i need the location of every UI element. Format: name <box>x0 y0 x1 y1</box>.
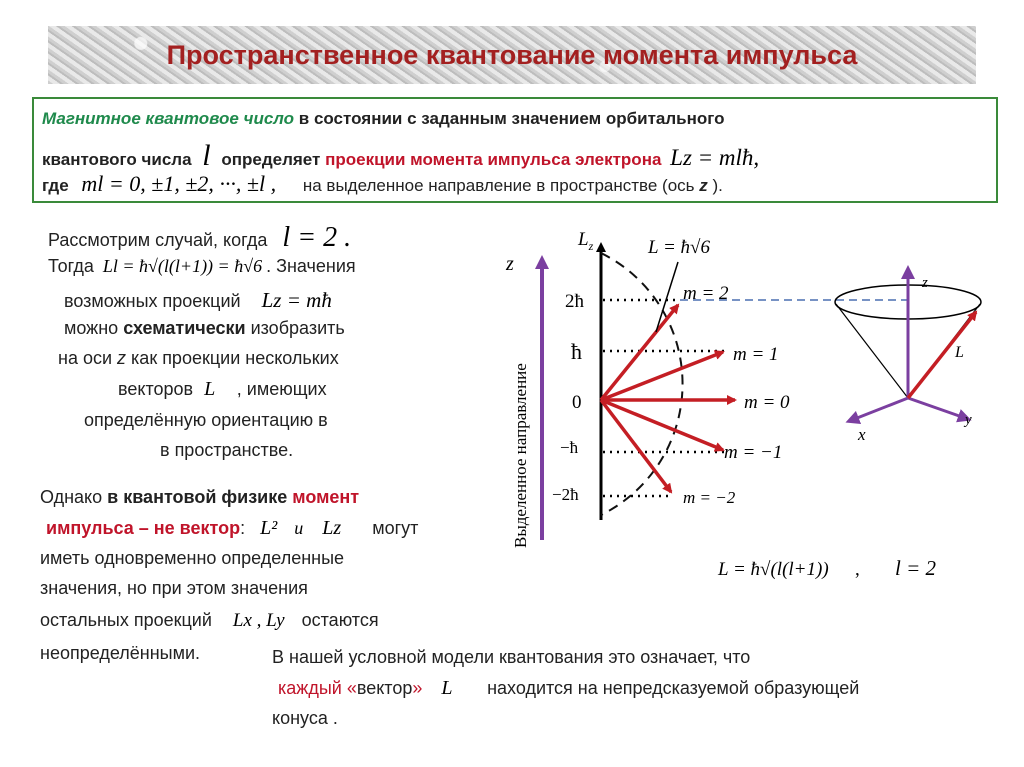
left-line-7: определённую ориентацию в <box>84 410 328 430</box>
lz-formula: Lz = mlħ, <box>670 145 760 170</box>
cone-L-vector <box>908 312 976 398</box>
projection-lines <box>603 300 728 496</box>
vector-L-symbol-2: L⃗ <box>441 677 469 699</box>
Lx-Ly-symbols: Lx , Ly <box>232 610 285 631</box>
left-line-6-b: , имеющих <box>236 379 327 399</box>
cone-y-label: y <box>965 412 972 428</box>
m-minus1-label: m = −1 <box>724 442 783 463</box>
intro-line-3-b: на выделенное направление в пространстве (ось <box>302 176 700 195</box>
tick-minus-2h: −2ħ <box>552 485 579 504</box>
magnetic-number-term: Магнитное квантовое число <box>42 109 295 128</box>
bottom-line-3: конуса . <box>272 708 338 728</box>
left-line-2-b: . Значения <box>266 256 356 276</box>
cone-x-axis <box>852 398 908 420</box>
bottom-comma: , <box>855 559 860 580</box>
left-line-2-a: Тогда <box>48 256 94 276</box>
m2-label: m = 2 <box>683 283 729 304</box>
cone-y-axis <box>908 398 965 418</box>
bottom-line-2-vector-word: вектор <box>356 678 413 698</box>
ml-values-formula: ml = 0, ±1, ±2, ···, ±l , <box>81 171 277 196</box>
tick-h: ħ <box>571 339 582 364</box>
intro-line-3-c: ). <box>707 176 723 195</box>
l-eq-2-formula: l = 2 . <box>282 222 352 253</box>
left-line-5-a: на оси <box>58 348 118 368</box>
lower-line-3: иметь одновременно определенные <box>40 548 345 568</box>
left-line-1-a: Рассмотрим случай, когда <box>48 230 268 250</box>
bottom-line-2-a: каждый « <box>278 678 357 698</box>
left-line-5-z: z <box>117 348 127 368</box>
left-line-4-bold: схематически <box>123 318 246 338</box>
bottom-line-2-quote: » <box>412 678 423 698</box>
bottom-line-1: В нашей условной модели квантования это означает, что <box>272 647 751 667</box>
not-a-vector-phrase: импульса – не вектор <box>46 518 241 538</box>
L-magnitude-label: L = ħ√6 <box>648 237 710 258</box>
left-line-4-c: изобразить <box>245 318 345 338</box>
m1-label: m = 1 <box>733 344 779 365</box>
left-line-5-b: как проекции нескольких <box>126 348 339 368</box>
intro-line-2-b: определяет <box>216 150 326 169</box>
tick-minus-h: −ħ <box>560 438 579 457</box>
left-line-4-a: можно <box>64 318 124 338</box>
lower-line-5-a: остальных проекций <box>40 610 212 630</box>
lower-line-4: значения, но при этом значения <box>40 578 308 598</box>
left-line-8: в пространстве. <box>160 440 294 460</box>
bottom-l-eq-2: l = 2 <box>895 556 937 580</box>
m-minus2-label: m = −2 <box>683 488 736 507</box>
tick-0: 0 <box>572 392 582 413</box>
lower-line-5-b: остаются <box>301 610 379 630</box>
bottom-line-2-d: находится на непредсказуемой образующей <box>487 678 860 698</box>
lower-line-1-bold: в квантовой физике <box>107 487 288 507</box>
L-magnitude-formula: Ll = ħ√(l(l+1)) = ħ√6 <box>102 256 263 276</box>
lower-line-1-a: Однако <box>40 487 108 507</box>
intro-line-3-a: где <box>42 176 69 195</box>
intro-line-1-rest: в состоянии с заданным значением орбитального <box>294 109 725 128</box>
bottom-L-formula: L = ħ√(l(l+1)) <box>718 559 829 580</box>
cone-L-label: L <box>955 344 964 361</box>
left-line-6-a: векторов <box>118 379 194 399</box>
lz-mh-formula: Lz = mħ <box>261 288 332 312</box>
lower-line-1-red: момент <box>287 487 360 507</box>
orbital-l: l <box>202 139 211 172</box>
lower-line-6: неопределёнными. <box>40 643 201 663</box>
projection-term: проекции момента импульса электрона <box>325 150 662 169</box>
selected-direction-label: Выделенное направление <box>511 363 530 548</box>
L-squared-symbol: L² <box>260 517 278 539</box>
left-line-3-a: возможных проекций <box>64 291 241 311</box>
L-vectors <box>601 305 735 492</box>
lz-axis-label: $L_z$ <box>578 229 594 253</box>
intro-line-2-a: квантового числа <box>42 150 192 169</box>
vector-L-symbol: L⃗ <box>204 378 231 400</box>
lower-line-2-colon: : <box>240 518 246 538</box>
lower-line-2-c: могут <box>372 518 419 538</box>
cone-x-label: x <box>858 425 866 444</box>
page-title: Пространственное квантование момента импульса <box>166 39 858 70</box>
and-word: и <box>294 518 304 538</box>
intro-z: z <box>699 176 708 195</box>
cone-diagram <box>835 272 981 444</box>
L-pointer-line <box>656 262 678 332</box>
cone-z-label: z <box>922 275 928 291</box>
tick-2h: 2ħ <box>565 291 584 312</box>
Lz-symbol: Lz <box>322 517 342 539</box>
z-label: z <box>506 253 514 275</box>
m0-label: m = 0 <box>744 392 790 413</box>
